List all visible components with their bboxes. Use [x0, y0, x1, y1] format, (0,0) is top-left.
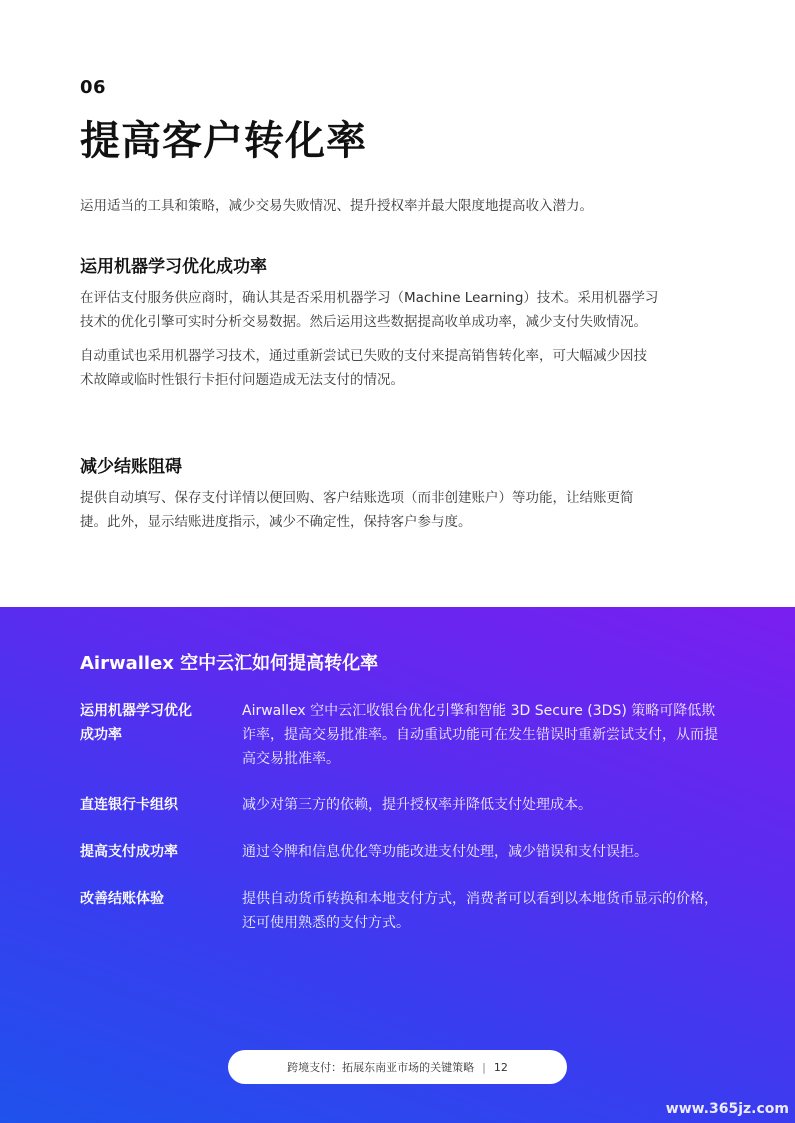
feature-name: 改善结账体验	[80, 891, 164, 907]
section-number: 06	[80, 77, 107, 98]
ml-paragraph-2: 自动重试也采用机器学习技术，通过重新尝试已失败的支付来提高销售转化率，可大幅减少因技术故障或临时性银行卡拒付问题造成无法支付的情况。	[80, 348, 647, 388]
page-title: 提高客户转化率	[80, 118, 367, 164]
feature-desc: 提供自动货币转换和本地支付方式，消费者可以看到以本地货币显示的价格，还可使用熟悉的支付方式。	[242, 891, 718, 931]
ml-block	[80, 256, 660, 402]
checkout-block	[80, 456, 660, 544]
checkout-paragraph: 提供自动填写、保存支付详情以便回购、客户结账选项（而非创建账户）等功能，让结账更简捷。此外，显示结账进度指示，减少不确定性，保持客户参与度。	[80, 490, 634, 530]
ml-heading: 运用机器学习优化成功率	[80, 257, 267, 277]
feature-desc: 减少对第三方的依赖，提升授权率并降低支付处理成本。	[242, 797, 592, 813]
footer-separator: |	[482, 1060, 486, 1074]
footer-page-number: 12	[493, 1060, 508, 1074]
feature-name: 提高支付成功率	[80, 844, 178, 860]
feature-desc: 通过令牌和信息优化等功能改进支付处理，减少错误和支付误拒。	[242, 844, 648, 860]
checkout-heading: 减少结账阻碍	[80, 457, 182, 477]
feature-name: 运用机器学习优化成功率	[80, 703, 192, 743]
feature-name: 直连银行卡组织	[80, 797, 178, 813]
airwallex-panel	[0, 607, 795, 1123]
watermark: www.365jz.com	[665, 1101, 789, 1117]
ml-paragraph-1: 在评估支付服务供应商时，确认其是否采用机器学习（Machine Learning）技术。采用机器学习技术的优化引擎可实时分析交易数据。然后运用这些数据提高收单成功率，减少支付失败情况。	[80, 290, 659, 330]
intro-text: 运用适当的工具和策略，减少交易失败情况、提升授权率并最大限度地提高收入潜力。	[80, 198, 593, 214]
footer-pill	[228, 1050, 567, 1084]
feature-desc: Airwallex 空中云汇收银台优化引擎和智能 3D Secure (3DS) 策略可降低欺诈率，提高交易批准率。自动重试功能可在发生错误时重新尝试支付，从而提高交易批准率。	[242, 703, 718, 767]
panel-title: Airwallex 空中云汇如何提高转化率	[80, 653, 379, 674]
footer-doc-title: 跨境支付：拓展东南亚市场的关键策略	[287, 1061, 475, 1074]
